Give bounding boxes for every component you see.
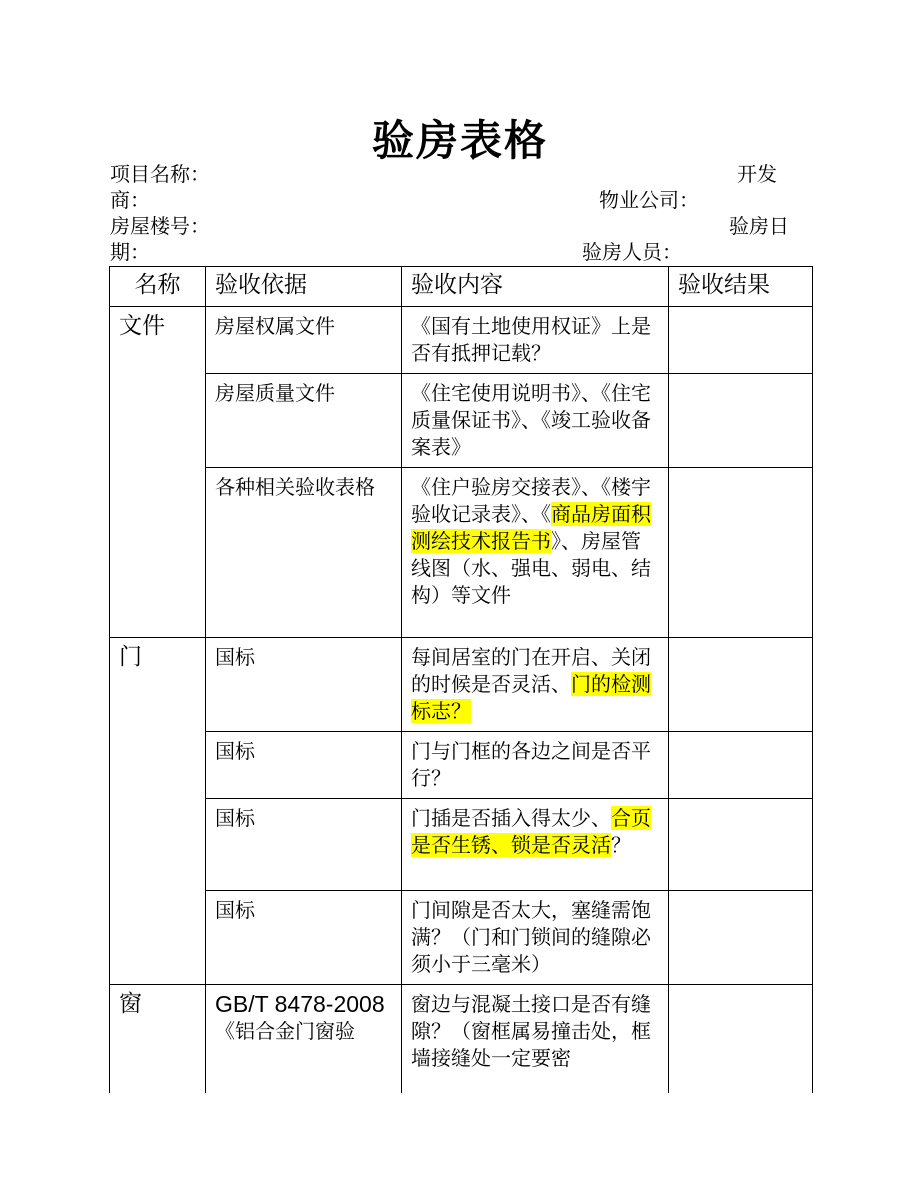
building-no-label: 房屋楼号： bbox=[110, 214, 210, 238]
developer-label-part1: 开发 bbox=[737, 162, 777, 186]
developer-label-part2: 商： bbox=[110, 188, 150, 212]
property-company-label: 物业公司： bbox=[599, 188, 699, 212]
result-cell[interactable] bbox=[669, 374, 813, 468]
basis-cell: 国标 bbox=[206, 891, 402, 985]
table-row bbox=[110, 732, 813, 799]
inspector-label: 验房人员： bbox=[582, 240, 682, 264]
info-line-2 bbox=[110, 187, 800, 213]
content-cell: 窗边与混凝土接口是否有缝隙？（窗框属易撞击处，框墙接缝处一定要密 bbox=[402, 985, 669, 1093]
info-line-3 bbox=[110, 213, 800, 239]
highlighted-text: 门的检测标志？ bbox=[411, 672, 651, 723]
table-row bbox=[110, 799, 813, 891]
basis-cell: 各种相关验收表格 bbox=[206, 468, 402, 638]
header-name: 名称 bbox=[110, 267, 206, 307]
basis-cell: 房屋权属文件 bbox=[206, 307, 402, 374]
table-row bbox=[110, 374, 813, 468]
category-window: 窗 bbox=[110, 985, 206, 1093]
category-documents: 文件 bbox=[110, 307, 206, 638]
info-line-1 bbox=[110, 161, 800, 187]
table-row bbox=[110, 891, 813, 985]
result-cell[interactable] bbox=[669, 638, 813, 732]
standard-title: 《铝合金门窗验 bbox=[215, 1019, 355, 1043]
result-cell[interactable] bbox=[669, 799, 813, 891]
highlighted-text: 商品房面积测绘技术报告书 bbox=[411, 502, 651, 553]
basis-cell: 房屋质量文件 bbox=[206, 374, 402, 468]
project-name-label: 项目名称： bbox=[110, 162, 210, 186]
basis-cell: 国标 bbox=[206, 638, 402, 732]
highlighted-text: 合页是否生锈、锁是否灵活 bbox=[411, 806, 651, 857]
content-cell: 《国有土地使用权证》上是否有抵押记载？ bbox=[402, 307, 669, 374]
content-cell bbox=[402, 468, 669, 638]
result-cell[interactable] bbox=[669, 985, 813, 1093]
basis-cell bbox=[206, 985, 402, 1093]
basis-cell: 国标 bbox=[206, 732, 402, 799]
table-row bbox=[110, 307, 813, 374]
result-cell[interactable] bbox=[669, 307, 813, 374]
table-row bbox=[110, 468, 813, 638]
table-row bbox=[110, 638, 813, 732]
content-text: 《住户验房交接表》、《楼宇验收记录表》、《 bbox=[411, 475, 651, 526]
result-cell[interactable] bbox=[669, 732, 813, 799]
info-line-4 bbox=[110, 239, 800, 265]
content-cell bbox=[402, 638, 669, 732]
result-cell[interactable] bbox=[669, 468, 813, 638]
content-text: 门插是否插入得太少、 bbox=[411, 806, 611, 830]
header-basis: 验收依据 bbox=[206, 267, 402, 307]
content-cell: 门与门框的各边之间是否平行？ bbox=[402, 732, 669, 799]
result-cell[interactable] bbox=[669, 891, 813, 985]
category-door: 门 bbox=[110, 638, 206, 985]
content-text: 》、房屋管线图（水、强电、弱电、结构）等文件 bbox=[411, 529, 651, 607]
table-header-row bbox=[110, 267, 813, 307]
table-row bbox=[110, 985, 813, 1093]
content-text: ？ bbox=[611, 833, 631, 857]
basis-cell: 国标 bbox=[206, 799, 402, 891]
content-cell: 《住宅使用说明书》、《住宅质量保证书》、《竣工验收备案表》 bbox=[402, 374, 669, 468]
content-cell bbox=[402, 799, 669, 891]
header-content: 验收内容 bbox=[402, 267, 669, 307]
inspection-date-label-part1: 验房日 bbox=[729, 214, 789, 238]
inspection-table bbox=[109, 266, 813, 1093]
inspection-date-label-part2: 期： bbox=[110, 240, 150, 264]
content-text: 每间居室的门在开启、关闭的时候是否灵活、 bbox=[411, 645, 651, 696]
header-result: 验收结果 bbox=[669, 267, 813, 307]
content-cell: 门间隙是否太大，塞缝需饱满？（门和门锁间的缝隙必须小于三毫米） bbox=[402, 891, 669, 985]
page-title: 验房表格 bbox=[371, 116, 548, 165]
standard-code: GB/T 8478-2008 bbox=[215, 991, 385, 1017]
